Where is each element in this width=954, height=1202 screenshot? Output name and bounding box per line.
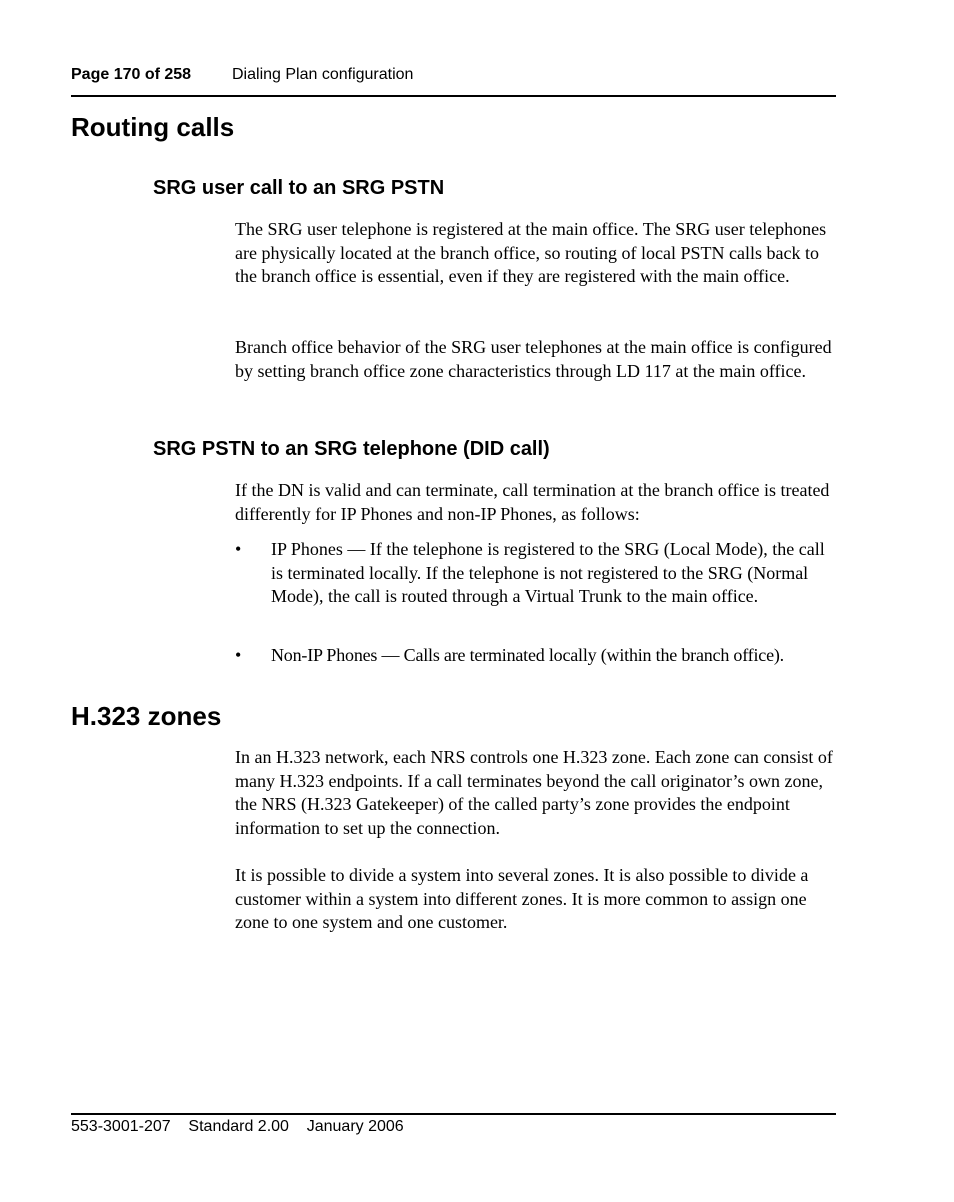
- subsection-title-srg-user-call: SRG user call to an SRG PSTN: [153, 177, 445, 199]
- section-title-h323-zones: H.323 zones: [71, 701, 222, 731]
- paragraph: If the DN is valid and can terminate, call termination at the branch office is treated differently for IP Phones and non-IP Phones, as follows:: [235, 480, 830, 524]
- list-item-text: Non-IP Phones — Calls are terminated locally (within the branch office).: [271, 645, 784, 665]
- paragraph: In an H.323 network, each NRS controls one H.323 zone. Each zone can consist of many H.323 endpoints. If a call terminates beyond the call originator’s own zone, the NRS (H.323 Gatekeeper) of the called party’s zone provides the endpoint information to set up the connection.: [235, 747, 833, 839]
- paragraph: It is possible to divide a system into several zones. It is also possible to divide a customer within a system into different zones. It is more common to assign one zone to one system and one customer.: [235, 865, 809, 933]
- list-item-text: IP Phones — If the telephone is registered to the SRG (Local Mode), the call is terminated locally. If the telephone is not registered to the SRG (Normal Mode), the call is routed through a Virtual Trunk to the main office.: [271, 539, 825, 607]
- page-footer: [71, 1118, 404, 1136]
- bullet-icon: •: [235, 539, 242, 559]
- document-date: January 2006: [306, 1118, 404, 1135]
- paragraph: Branch office behavior of the SRG user telephones at the main office is configured by setting branch office zone characteristics through LD 117 at the main office.: [235, 337, 832, 381]
- chapter-title: Dialing Plan configuration: [232, 66, 414, 83]
- page-number: Page 170 of 258: [71, 66, 192, 83]
- list-item: [235, 538, 837, 634]
- footer-rule: [71, 1113, 836, 1115]
- page-header: [71, 66, 836, 84]
- document-number: 553-3001-207: [71, 1118, 171, 1135]
- paragraph: The SRG user telephone is registered at the main office. The SRG user telephones are physically located at the branch office, so routing of local PSTN calls back to the branch office is essential, even if they are registered with the main office.: [235, 219, 827, 287]
- header-rule: [71, 95, 836, 97]
- section-title-routing-calls: Routing calls: [71, 112, 235, 142]
- document-standard: Standard 2.00: [188, 1118, 289, 1135]
- bullet-icon: •: [235, 645, 242, 665]
- subsection-title-srg-pstn: SRG PSTN to an SRG telephone (DID call): [153, 438, 550, 460]
- list-item: [235, 644, 837, 668]
